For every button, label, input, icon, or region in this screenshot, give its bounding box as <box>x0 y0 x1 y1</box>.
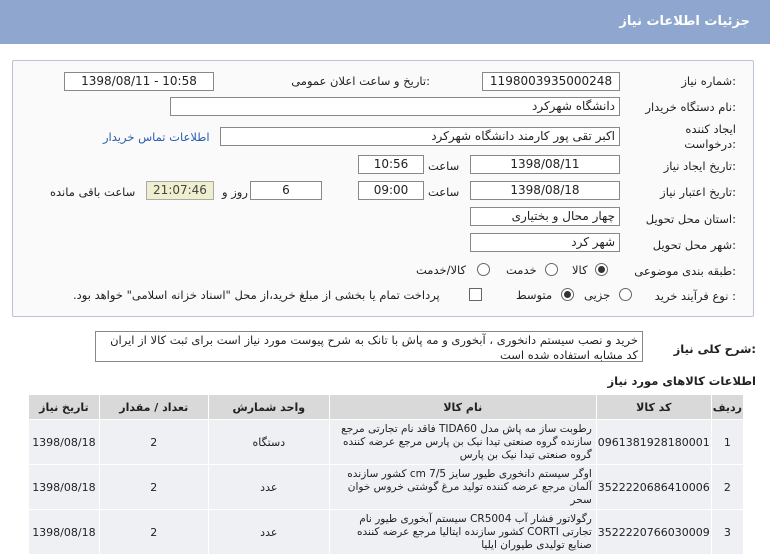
col-name-header: نام کالا <box>329 395 596 420</box>
row-name: اوگر سیستم دانخوری طیور سایز cm 7/5 کشور سازنده آلمان مرجع عرضه کننده تولید مرغ گوشتی خروس خوان سحر <box>329 465 596 510</box>
items-section-title: اطلاعات کالاهای مورد نیاز <box>607 374 756 388</box>
row-index: 1 <box>711 420 743 465</box>
valid-time-label: ساعت <box>428 185 460 199</box>
table-row <box>29 510 744 555</box>
row-unit: دستگاه <box>208 420 329 465</box>
city-label: شهر محل تحویل: <box>652 238 736 252</box>
row-qty: 2 <box>99 420 208 465</box>
category-service-label: خدمت <box>506 263 537 277</box>
creator-label: ایجاد کننده درخواست: <box>684 122 736 151</box>
category-both-radio[interactable] <box>477 263 490 276</box>
treasury-payment-text: پرداخت تمام یا بخشی از مبلغ خرید،از محل "اسناد خزانه اسلامی" خواهد بود. <box>73 288 440 302</box>
valid-date-field: 1398/08/18 <box>470 181 620 200</box>
row-qty: 2 <box>99 510 208 555</box>
create-date-field: 1398/08/11 <box>470 155 620 174</box>
purchase-medium-label: متوسط <box>516 288 553 302</box>
category-service-radio[interactable] <box>545 263 558 276</box>
create-date-label: تاریخ ایجاد نیاز: <box>663 159 736 173</box>
valid-date-label: تاریخ اعتبار نیاز: <box>660 185 736 199</box>
days-label: روز و <box>222 185 248 199</box>
page-header <box>0 0 770 44</box>
col-qty-header: تعداد / مقدار <box>99 395 208 420</box>
category-label: طبقه بندی موضوعی: <box>634 264 736 278</box>
row-date: 1398/08/18 <box>29 510 100 555</box>
col-date-header: تاریخ نیاز <box>29 395 100 420</box>
col-unit-header: واحد شمارش <box>208 395 329 420</box>
buyer-org-field: دانشگاه شهرکرد <box>170 97 620 116</box>
create-time-label: ساعت <box>428 159 460 173</box>
days-field: 6 <box>250 181 322 200</box>
row-name: رگولاتور فشار آب CR5004 سیستم آبخوری طیور نام تجارتی CORTI کشور سازنده ایتالیا مرجع عرضه کننده صنایع تولیدی طیوران ایلیا <box>329 510 596 555</box>
row-index: 3 <box>711 510 743 555</box>
treasury-payment-checkbox[interactable] <box>469 288 482 301</box>
category-goods-radio[interactable] <box>595 263 608 276</box>
need-number-label: شماره نیاز: <box>681 74 736 88</box>
need-number-field: 1198003935000248 <box>482 72 620 91</box>
valid-time-field: 09:00 <box>358 181 424 200</box>
buyer-org-label: نام دستگاه خریدار: <box>645 100 736 114</box>
creator-field: اکبر تقی پور کارمند دانشگاه شهرکرد <box>220 127 620 146</box>
items-table <box>28 394 744 555</box>
row-date: 1398/08/18 <box>29 420 100 465</box>
description-label: شرح کلی نیاز: <box>673 342 756 356</box>
remaining-label: ساعت باقی مانده <box>50 185 136 199</box>
row-index: 2 <box>711 465 743 510</box>
province-label: استان محل تحویل: <box>645 212 736 226</box>
table-header-row <box>29 395 744 420</box>
purchase-minor-radio[interactable] <box>619 288 632 301</box>
description-text: خرید و نصب سیستم دانخوری ، آبخوری و مه پاش با تانک به شرح پیوست مورد نیاز است برای ثبت کالا از ایران کد مشابه استفاده شده است <box>95 331 643 362</box>
announce-field: 1398/08/11 - 10:58 <box>64 72 214 91</box>
row-unit: عدد <box>208 510 329 555</box>
purchase-medium-radio[interactable] <box>561 288 574 301</box>
city-field: شهر کرد <box>470 233 620 252</box>
row-unit: عدد <box>208 465 329 510</box>
row-code: 3522220766030009 <box>596 510 711 555</box>
table-row <box>29 465 744 510</box>
category-both-label: کالا/خدمت <box>416 263 467 277</box>
purchase-minor-label: جزیی <box>584 288 611 302</box>
buyer-contact-link[interactable]: اطلاعات تماس خریدار <box>103 130 210 144</box>
col-index-header: ردیف <box>711 395 743 420</box>
announce-label: تاریخ و ساعت اعلان عمومی: <box>291 74 430 88</box>
remaining-time-field: 21:07:46 <box>146 181 214 200</box>
col-code-header: کد کالا <box>596 395 711 420</box>
purchase-type-label: نوع فرآیند خرید : <box>654 289 736 303</box>
row-code: 3522220686410006 <box>596 465 711 510</box>
row-date: 1398/08/18 <box>29 465 100 510</box>
create-time-field: 10:56 <box>358 155 424 174</box>
row-code: 0961381928180001 <box>596 420 711 465</box>
province-field: چهار محال و بختیاری <box>470 207 620 226</box>
row-qty: 2 <box>99 465 208 510</box>
category-goods-label: کالا <box>572 263 588 277</box>
row-name: رطوبت ساز مه پاش مدل TIDA60 فاقد نام تجارتی مرجع سازنده گروه صنعتی تیدا نیک بن پارس مرجع عرضه کننده گروه صنعتی تیدا نیک بن پارس <box>329 420 596 465</box>
table-row <box>29 420 744 465</box>
page-title: جزئیات اطلاعات نیاز <box>619 14 750 29</box>
